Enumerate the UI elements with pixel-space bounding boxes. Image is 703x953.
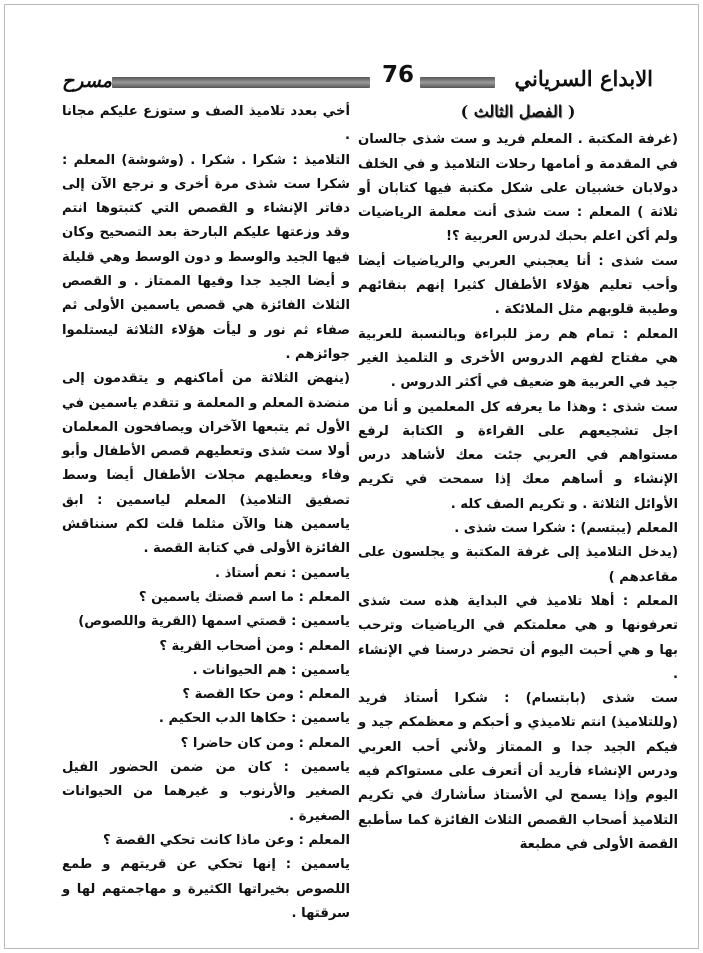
paragraph: ست شذى : وهذا ما يعرفه كل المعلمين و أنا من اجل تشجيعهم على القراءة و الكتابة لرفع مستواهم في العربي جئت معك لأشاهد درس الإنشاء و أساهم معك إذا سمحت في تكريم الأوائل الثلاثة . و تكريم الصف كله .	[358, 399, 678, 512]
left-column	[62, 100, 350, 926]
header-rule-right	[420, 77, 495, 88]
dialogue-line: المعلم : ومن حكا القصة ؟	[182, 687, 350, 703]
paragraph: (ينهض الثلاثة من أماكنهم و يتقدمون إلى منضدة المعلم و المعلمة و تتقدم ياسمين في الأول ثم يتبعها الآخران ويصافحون المعلمان أولا ست شذى وتعطيهم قصص الأطفال وأبو وفاء ويعطيهم مجلات الأطفال أيضا وسط تصفيق التلاميذ) المعلم لياسمين : ابق ياسمين هنا والآن مثلما قلت لكم سنناقش الفائزة الأولى في كتابة القصة .	[62, 371, 350, 557]
paragraph: ست شذى (بابتسام) : شكرا أستاذ فريد (وللتلاميذ) انتم تلاميذي و أحبكم و معظمكم جيد و فيكم الجيد جدا و الممتاز ولأني أحب العربي ودرس الإنشاء فأريد أن أتعرف على مستواكم فيه اليوم وإذا يسمح لي الأستاذ سأشارك في تكريم التلاميذ أصحاب القصص الثلاث الفائزة كما سأطبع القصة الأولى في مطبعة	[358, 691, 678, 852]
paragraph: المعلم : تمام هم رمز للبراءة وبالنسبة للعربية هي مفتاح لفهم الدروس الأخرى و التلميذ الغير جيد في العربية هو ضعيف في أكثر الدروس .	[358, 326, 678, 391]
magazine-title: الابداع السرياني	[514, 66, 653, 91]
paragraph: (يدخل التلاميذ إلى غرفة المكتبة و يجلسون على مقاعدهم )	[358, 545, 678, 585]
paragraph: ست شذى : أنا يعجبني العربي والرياضيات أيضا وأحب تعليم هؤلاء الأطفال كثيرا إنهم بنقائهم وطيبة قلوبهم مثل الملائكة .	[358, 253, 678, 318]
dialogue-line: المعلم : ما اسم قصتك ياسمين ؟	[138, 589, 350, 605]
paragraph: أخي بعدد تلاميذ الصف و ستوزع عليكم مجانا .	[62, 104, 350, 144]
dialogue-line: ياسمين : إنها تحكي عن قريتهم و طمع اللصوص بخيراتها الكثيرة و مهاجمتهم لها و سرقتها .	[62, 857, 350, 921]
page-header	[62, 62, 653, 98]
chapter-heading: ( الفصل الثالث )	[460, 102, 576, 121]
dialogue-line: ياسمين : كان من ضمن الحضور الفيل الصغير والأرنوب و غيرهما من الحيوانات الصغيرة .	[62, 760, 350, 824]
dialogue-line: المعلم : وعن ماذا كانت تحكي القصة ؟	[103, 832, 350, 848]
section-label: مسرح	[62, 70, 112, 92]
chapter-title: الفصل الثالث	[473, 102, 563, 121]
header-rule-left	[112, 77, 370, 88]
dialogue-line: المعلم : ومن كان حاضرا ؟	[180, 735, 350, 751]
paragraph: المعلم (يبتسم) : شكرا ست شذى .	[454, 521, 678, 537]
page-number: 76	[382, 62, 415, 88]
right-column	[358, 100, 678, 857]
paragraph: المعلم : أهلا تلاميذ في البداية هذه ست شذى تعرفونها و هي معلمتكم في الرياضيات وترحب بها و هي أحبت اليوم أن تحضر درسنا في الإنشاء .	[358, 593, 678, 682]
dialogue-line: ياسمين : هم الحيوانات .	[192, 662, 350, 678]
dialogue-line: ياسمين : نعم أستاذ .	[215, 565, 350, 581]
dialogue-line: ياسمين : حكاها الدب الحكيم .	[158, 711, 350, 727]
dialogue-line: المعلم : ومن أصحاب القرية ؟	[159, 638, 350, 654]
dialogue-line: ياسمين : قصتي اسمها (القرية واللصوص)	[78, 614, 350, 630]
paragraph: (غرفة المكتبة . المعلم فريد و ست شذى جالسان في المقدمة و أمامها رحلات التلاميذ و في الخلف دولابان خشبيان على شكل مكتبة فيها كتابان أو ثلاثة ) المعلم : ست شذى أنت معلمة الرياضيات ولم أكن اعلم بحبك لدرس العربية ؟!	[358, 132, 678, 245]
paragraph: التلاميذ : شكرا . شكرا . (وشوشة) المعلم : شكرا ست شذى مرة أخرى و نرجع الآن إلى دفاتر الإنشاء و القصص التي كتبتوها انتم وقد وزعتها عليكم البارحة بعد التصحيح وكان فيها الجيد والوسط و دون الوسط وهي قليلة و أيضا الجيد جدا وفيها الممتاز . و القصص الثلاث الفائزة هي قصص ياسمين الأولى ثم صفاء ثم نور و ليأت هؤلاء الثلاثة ليستلموا جوائزهم .	[62, 152, 350, 362]
